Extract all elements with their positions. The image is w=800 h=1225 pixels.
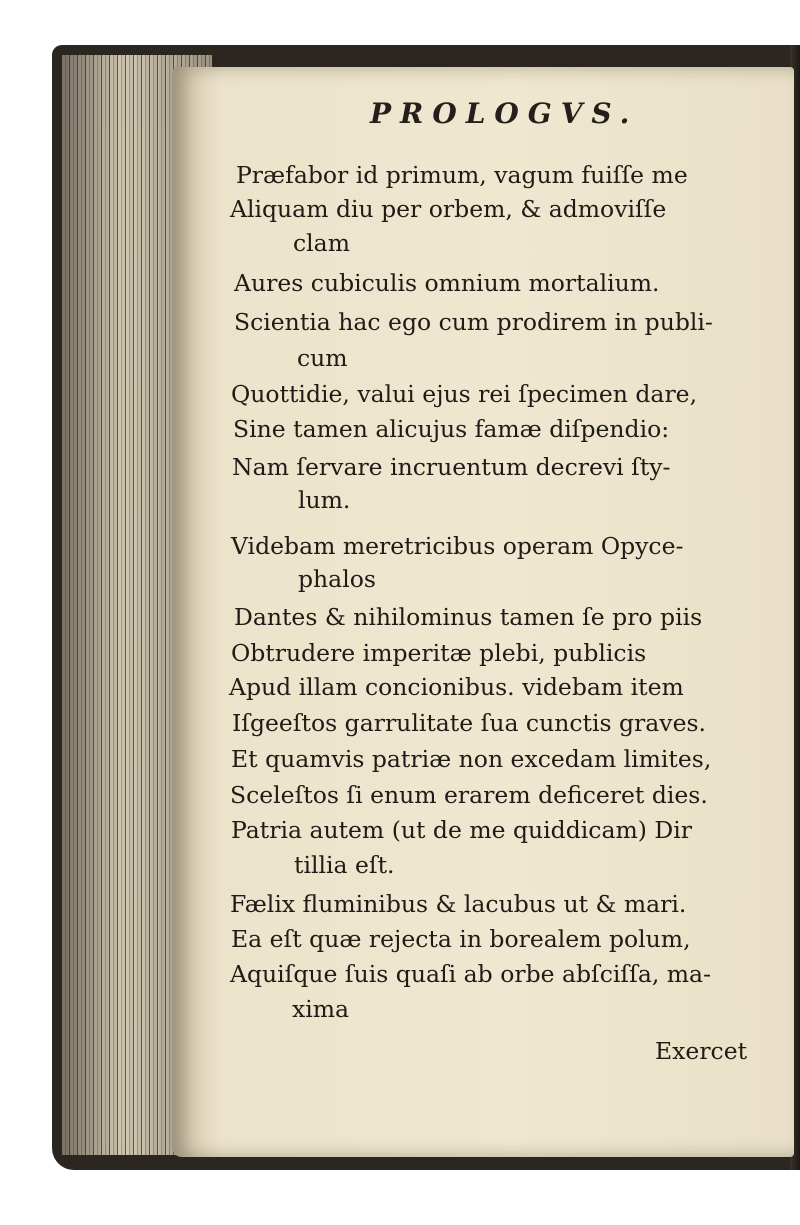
- running-header: PROLOGVS.: [370, 97, 639, 130]
- text-line: Aures cubiculis omnium mortalium.: [234, 269, 660, 297]
- text-line: Patria autem (ut de me quiddicam) Dir: [231, 816, 692, 844]
- text-line: lum.: [298, 486, 351, 514]
- text-line: Scientia hac ego cum prodirem in publi-: [234, 308, 713, 336]
- text-line: Videbam meretricibus operam Opyce-: [231, 532, 684, 560]
- text-line: Dantes & nihilominus tamen ſe pro piis: [234, 603, 703, 631]
- text-line: Aliquam diu per orbem, & admoviſſe: [230, 195, 667, 223]
- text-line: Nam ſervare incruentum decrevi ſty-: [232, 453, 671, 481]
- text-line: cum: [297, 344, 348, 372]
- text-line: Iſgeeſtos garrulitate ſua cunctis graves.: [232, 709, 707, 737]
- text-line: Et quamvis patriæ non excedam limites,: [231, 745, 712, 773]
- text-line: Sceleſtos ſi enum erarem deficeret dies.: [230, 781, 708, 809]
- text-line: clam: [293, 229, 350, 257]
- text-line: Sine tamen alicujus famæ diſpendio:: [233, 415, 670, 443]
- text-line: xima: [292, 995, 350, 1023]
- text-line: Fælix fluminibus & lacubus ut & mari.: [230, 890, 687, 918]
- catchword: Exercet: [655, 1037, 748, 1065]
- text-line: Apud illam concionibus. videbam item: [229, 673, 684, 701]
- text-line: Obtrudere imperitæ plebi, publicis: [231, 639, 647, 667]
- text-line: tillia eſt.: [294, 851, 395, 879]
- text-line: Quottidie, valui ejus rei ſpecimen dare,: [231, 380, 698, 408]
- text-line: Ea eſt quæ rejecta in borealem polum,: [231, 925, 691, 953]
- text-line: Aquiſque ſuis quaſi ab orbe abſciſſa, ma-: [230, 960, 712, 988]
- text-line: Præfabor id primum, vagum fuiſſe me: [236, 161, 688, 189]
- text-line: phalos: [298, 565, 376, 593]
